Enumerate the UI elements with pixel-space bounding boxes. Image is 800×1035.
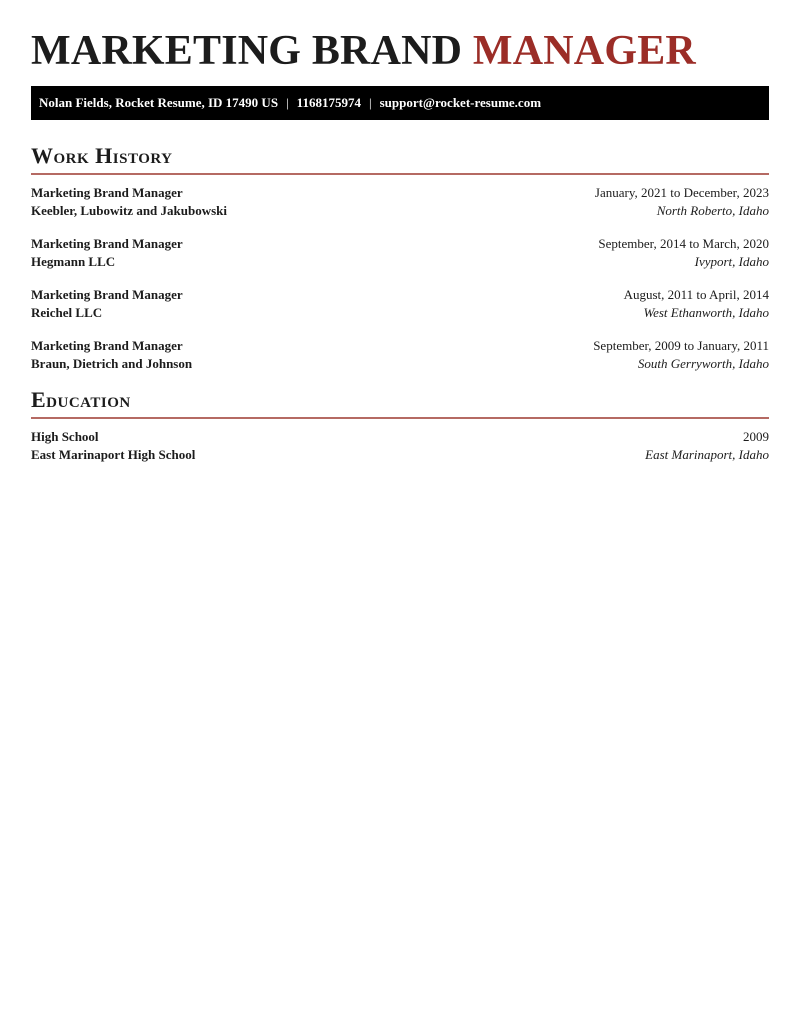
job-dates: September, 2009 to January, 2011 [593,338,769,353]
title-accent: MANAGER [472,28,696,74]
job-dates: August, 2011 to April, 2014 [623,287,769,302]
contact-phone: 1168175974 [296,95,361,110]
job-company: Reichel LLC [31,305,103,320]
work-history-list [31,175,769,373]
job-dates: January, 2021 to December, 2023 [594,185,769,200]
work-entry [31,235,769,271]
title-main: MARKETING BRAND [31,28,463,74]
job-title: Marketing Brand Manager [31,287,183,302]
education-entry [31,428,769,464]
education-degree: High School [31,429,99,444]
job-location: South Gerryworth, Idaho [637,356,769,371]
job-title: Marketing Brand Manager [31,338,183,353]
job-location: West Ethanworth, Idaho [643,305,769,320]
education-heading: Education [31,387,769,419]
work-entry [31,184,769,220]
work-entry [31,337,769,373]
education-list [31,419,769,464]
contact-bar [31,86,769,120]
job-title: Marketing Brand Manager [31,185,183,200]
education-location: East Marinaport, Idaho [645,447,769,462]
job-company: Braun, Dietrich and Johnson [31,356,193,371]
job-company: Keebler, Lubowitz and Jakubowski [31,203,228,218]
education-year: 2009 [743,429,769,444]
resume-title [31,0,769,74]
job-location: North Roberto, Idaho [656,203,769,218]
education-school: East Marinaport High School [31,447,196,462]
contact-separator: | [286,95,289,110]
job-dates: September, 2014 to March, 2020 [598,236,769,251]
job-title: Marketing Brand Manager [31,236,183,251]
work-entry [31,286,769,322]
contact-email: support@rocket-resume.com [379,95,542,110]
job-company: Hegmann LLC [31,254,116,269]
contact-address: Nolan Fields, Rocket Resume, ID 17490 US [39,95,279,110]
contact-separator: | [368,95,372,110]
job-location: Ivyport, Idaho [694,254,769,269]
work-history-heading: Work History [31,143,769,175]
